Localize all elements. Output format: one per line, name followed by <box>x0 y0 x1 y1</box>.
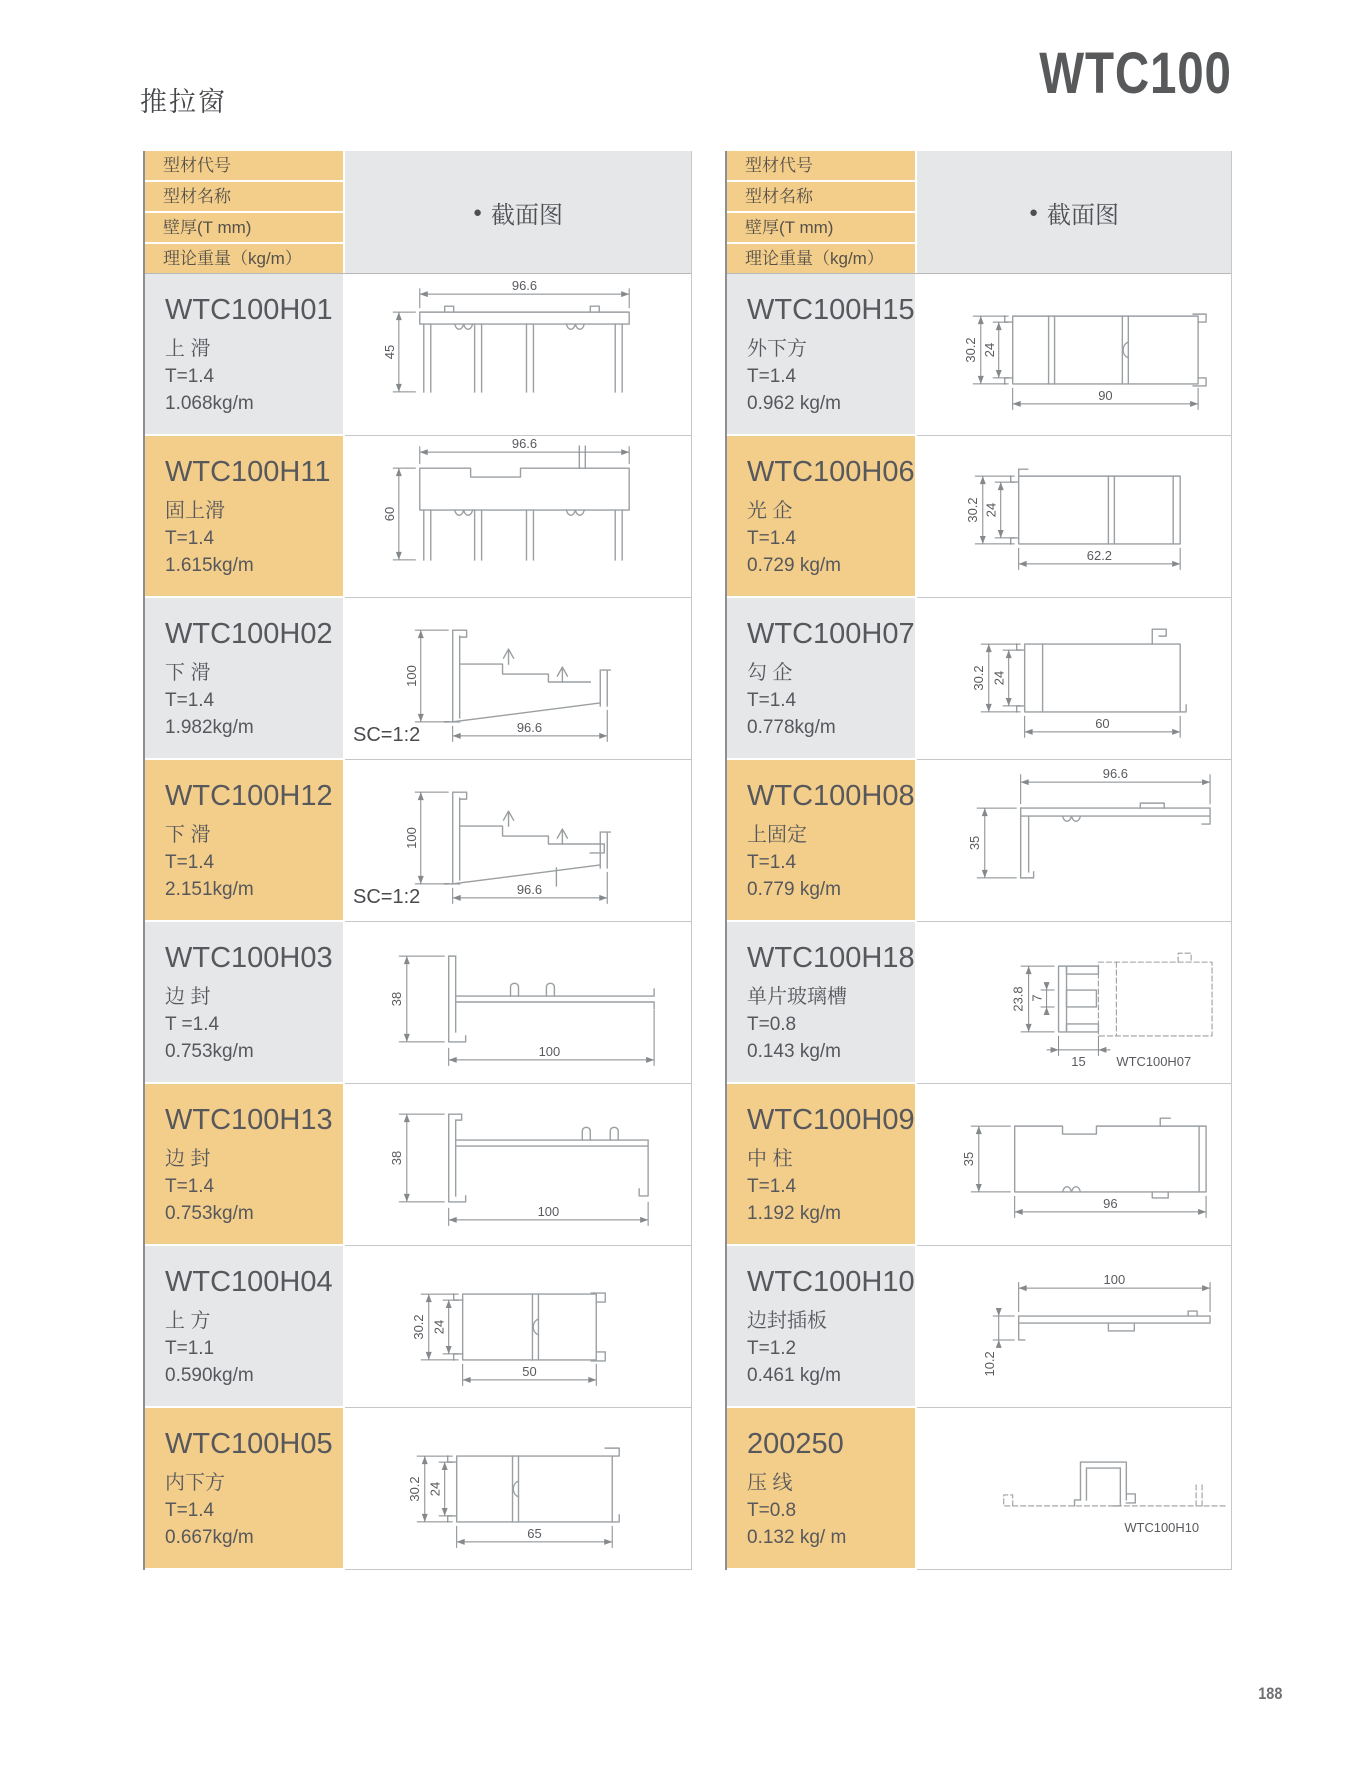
profile-cross-section-diagram <box>345 1246 691 1407</box>
table-row <box>145 274 691 436</box>
dim-label: 7 <box>1029 994 1045 1002</box>
table-row <box>145 1408 691 1570</box>
profile-code: WTC100H06 <box>747 456 915 488</box>
reference-profile-label: WTC100H07 <box>1116 1053 1192 1069</box>
dim-label: 24 <box>427 1481 443 1497</box>
table-header <box>727 151 1231 274</box>
profile-cross-section-diagram <box>345 436 691 597</box>
section-diagram-header <box>917 151 1231 273</box>
profile-weight: 0.753kg/m <box>165 1041 254 1063</box>
profile-name: 上 滑 <box>165 338 211 360</box>
profile-code: WTC100H04 <box>165 1266 333 1298</box>
table-row <box>727 436 1231 598</box>
header-field-label: 理论重量（kg/m） <box>727 244 917 273</box>
dim-label: 100 <box>1103 1272 1126 1288</box>
profile-name: 压 线 <box>747 1472 793 1494</box>
profile-diagram-cell <box>917 274 1231 436</box>
profile-weight: 1.192 kg/m <box>747 1203 841 1225</box>
profile-code: 200250 <box>747 1428 844 1460</box>
bullet-icon: ● <box>472 203 483 221</box>
profile-cross-section-diagram <box>917 922 1231 1083</box>
profile-code: WTC100H03 <box>165 942 333 974</box>
profile-weight: 0.132 kg/ m <box>747 1527 847 1549</box>
profile-name: 光 企 <box>747 500 793 522</box>
table-row <box>145 1084 691 1246</box>
table-row <box>145 760 691 922</box>
profile-thickness: T=1.4 <box>747 365 797 387</box>
profile-thickness: T=1.4 <box>165 689 215 711</box>
profile-weight: 0.962 kg/m <box>747 393 841 415</box>
header-field-label: 壁厚(T mm) <box>727 213 917 242</box>
profile-cross-section-diagram <box>917 274 1231 435</box>
dim-label: 96 <box>1103 1195 1118 1211</box>
page-number: 188 <box>1257 1684 1282 1703</box>
dim-label: 90 <box>1098 387 1113 403</box>
profile-weight: 0.667kg/m <box>165 1527 254 1549</box>
profile-cross-section-diagram <box>917 1408 1231 1569</box>
profile-thickness: T=1.2 <box>747 1337 797 1359</box>
profile-code: WTC100H11 <box>165 456 331 488</box>
profile-info-cell <box>145 1084 345 1246</box>
dim-label: 60 <box>381 506 397 522</box>
header-field-label: 壁厚(T mm) <box>145 213 345 242</box>
profile-code: WTC100H18 <box>747 942 915 974</box>
profile-cross-section-diagram <box>345 1084 691 1245</box>
profile-diagram-cell <box>345 274 691 436</box>
profile-info-cell <box>727 760 917 922</box>
dim-label: 38 <box>388 991 404 1007</box>
header-field-label: 理论重量（kg/m） <box>145 244 345 273</box>
profile-thickness: T=1.4 <box>165 1175 215 1197</box>
profile-diagram-cell <box>345 1246 691 1408</box>
profile-name: 上 方 <box>165 1310 211 1332</box>
dim-label: 100 <box>537 1203 560 1219</box>
profile-info-cell <box>727 922 917 1084</box>
table-row <box>727 922 1231 1084</box>
table-row <box>145 922 691 1084</box>
scale-note: SC=1:2 <box>353 724 421 746</box>
table-row <box>727 1408 1231 1570</box>
dim-label: 100 <box>538 1043 561 1059</box>
profile-weight: 0.778kg/m <box>747 717 836 739</box>
profile-cross-section-diagram <box>345 922 691 1083</box>
section-label: 截面图 <box>1047 201 1120 229</box>
profile-thickness: T=1.4 <box>165 1499 215 1521</box>
dim-label: 15 <box>1071 1053 1086 1069</box>
dim-label: 45 <box>381 344 397 360</box>
profile-info-cell <box>145 1246 345 1408</box>
header-field-label: 型材代号 <box>145 151 345 180</box>
profile-name: 边封插板 <box>747 1310 827 1332</box>
profile-code: WTC100H05 <box>165 1428 333 1460</box>
profile-diagram-cell <box>917 1084 1231 1246</box>
profile-weight: 0.753kg/m <box>165 1203 254 1225</box>
profile-thickness: T=0.8 <box>747 1013 797 1035</box>
series-title: WTC100 <box>1039 41 1232 106</box>
profile-info-cell <box>727 598 917 760</box>
profile-thickness: T=1.4 <box>747 1175 797 1197</box>
profile-name: 中 柱 <box>747 1148 793 1170</box>
dim-label: 30.2 <box>964 497 980 523</box>
profile-info-cell <box>727 1246 917 1408</box>
profile-info-cell <box>727 436 917 598</box>
profile-code: WTC100H09 <box>747 1104 915 1136</box>
profile-diagram-cell <box>345 1408 691 1570</box>
dim-label: 24 <box>991 670 1007 686</box>
profile-weight: 0.729 kg/m <box>747 555 841 577</box>
profile-diagram-cell <box>917 1408 1231 1570</box>
table-row <box>727 598 1231 760</box>
profile-code: WTC100H15 <box>747 294 915 326</box>
profile-code: WTC100H02 <box>165 618 333 650</box>
profile-name: 固上滑 <box>165 500 225 522</box>
dim-label: 60 <box>1095 715 1110 731</box>
section-diagram-header <box>345 151 691 273</box>
dim-label: 50 <box>522 1363 537 1379</box>
profile-thickness: T =1.4 <box>165 1013 220 1035</box>
dim-label: 30.2 <box>970 665 986 691</box>
profile-name: 内下方 <box>165 1472 225 1494</box>
profile-diagram-cell <box>917 922 1231 1084</box>
dim-label: 24 <box>431 1319 447 1335</box>
profile-thickness: T=1.4 <box>165 365 215 387</box>
profile-diagram-cell <box>345 1084 691 1246</box>
profile-thickness: T=1.1 <box>165 1337 215 1359</box>
profile-table-right <box>725 151 1232 1570</box>
profile-cross-section-diagram <box>917 760 1231 921</box>
dim-label: 96.6 <box>1102 766 1128 782</box>
profile-info-cell <box>145 922 345 1084</box>
profile-code: WTC100H12 <box>165 780 333 812</box>
profile-name: 下 滑 <box>165 824 211 846</box>
dim-label: 100 <box>403 665 419 687</box>
profile-cross-section-diagram <box>345 274 691 435</box>
dim-label: 30.2 <box>406 1476 422 1502</box>
dim-label: 38 <box>388 1150 404 1166</box>
header-field-label: 型材名称 <box>727 182 917 211</box>
table-row <box>145 598 691 760</box>
profile-weight: 2.151kg/m <box>165 879 254 901</box>
profile-name: 单片玻璃槽 <box>747 986 847 1008</box>
profile-diagram-cell <box>345 922 691 1084</box>
dim-label: 96.6 <box>516 719 543 735</box>
table-row <box>727 760 1231 922</box>
profile-info-cell <box>145 1408 345 1570</box>
table-row <box>727 1246 1231 1408</box>
profile-diagram-cell <box>917 1246 1231 1408</box>
profile-cross-section-diagram <box>917 436 1231 597</box>
profile-info-cell <box>145 760 345 922</box>
bullet-icon: ● <box>1028 203 1039 221</box>
dim-label: 30.2 <box>962 337 978 363</box>
profile-thickness: T=1.4 <box>165 527 215 549</box>
profile-name: 边 封 <box>165 986 211 1008</box>
profile-code: WTC100H13 <box>165 1104 333 1136</box>
dim-label: 35 <box>960 1151 976 1167</box>
dim-label: 62.2 <box>1086 547 1113 563</box>
profile-weight: 0.590kg/m <box>165 1365 254 1387</box>
page-title: 推拉窗 <box>140 87 227 117</box>
profile-weight: 0.461 kg/m <box>747 1365 841 1387</box>
dim-label: 96.6 <box>511 436 538 452</box>
table-row <box>727 274 1231 436</box>
profile-weight: 1.982kg/m <box>165 717 254 739</box>
table-header <box>145 151 691 274</box>
profile-weight: 0.143 kg/m <box>747 1041 841 1063</box>
profile-info-cell <box>145 274 345 436</box>
header-field-label: 型材名称 <box>145 182 345 211</box>
profile-info-cell <box>145 436 345 598</box>
dim-label: 35 <box>966 835 982 851</box>
dim-label: 65 <box>527 1525 542 1541</box>
reference-profile-label: WTC100H10 <box>1124 1519 1200 1535</box>
table-row <box>145 436 691 598</box>
profile-diagram-cell <box>345 760 691 922</box>
profile-thickness: T=0.8 <box>747 1499 797 1521</box>
section-label: 截面图 <box>491 201 564 229</box>
profile-cross-section-diagram <box>917 1084 1231 1245</box>
profile-name: 下 滑 <box>165 662 211 684</box>
profile-code: WTC100H01 <box>165 294 333 326</box>
profile-code: WTC100H10 <box>747 1266 915 1298</box>
profile-diagram-cell <box>917 598 1231 760</box>
profile-cross-section-diagram <box>917 1246 1231 1407</box>
scale-note: SC=1:2 <box>353 886 421 908</box>
profile-table-left <box>143 151 692 1570</box>
dim-label: 96.6 <box>516 881 543 897</box>
profile-thickness: T=1.4 <box>165 851 215 873</box>
profile-weight: 0.779 kg/m <box>747 879 841 901</box>
profile-thickness: T=1.4 <box>747 527 797 549</box>
profile-diagram-cell <box>917 436 1231 598</box>
profile-info-cell <box>727 274 917 436</box>
profile-cross-section-diagram <box>917 598 1231 759</box>
dim-label: 24 <box>981 342 997 358</box>
profile-name: 边 封 <box>165 1148 211 1170</box>
table-row <box>145 1246 691 1408</box>
profile-weight: 1.068kg/m <box>165 393 254 415</box>
dim-label: 96.6 <box>511 278 538 294</box>
profile-code: WTC100H08 <box>747 780 915 812</box>
profile-weight: 1.615kg/m <box>165 555 254 577</box>
dim-label: 30.2 <box>410 1314 426 1340</box>
profile-name: 上固定 <box>747 824 807 846</box>
header-field-label: 型材代号 <box>727 151 917 180</box>
profile-thickness: T=1.4 <box>747 851 797 873</box>
dim-label: 23.8 <box>1010 986 1026 1012</box>
dim-label: 100 <box>403 827 419 849</box>
profile-thickness: T=1.4 <box>747 689 797 711</box>
profile-info-cell <box>727 1408 917 1570</box>
profile-code: WTC100H07 <box>747 618 915 650</box>
dim-label: 24 <box>983 502 999 518</box>
profile-info-cell <box>727 1084 917 1246</box>
profile-diagram-cell <box>917 760 1231 922</box>
profile-cross-section-diagram <box>345 1408 691 1569</box>
profile-info-cell <box>145 598 345 760</box>
profile-diagram-cell <box>345 598 691 760</box>
profile-diagram-cell <box>345 436 691 598</box>
table-row <box>727 1084 1231 1246</box>
dim-label: 10.2 <box>981 1351 997 1377</box>
profile-name: 勾 企 <box>747 662 793 684</box>
profile-name: 外下方 <box>747 338 807 360</box>
